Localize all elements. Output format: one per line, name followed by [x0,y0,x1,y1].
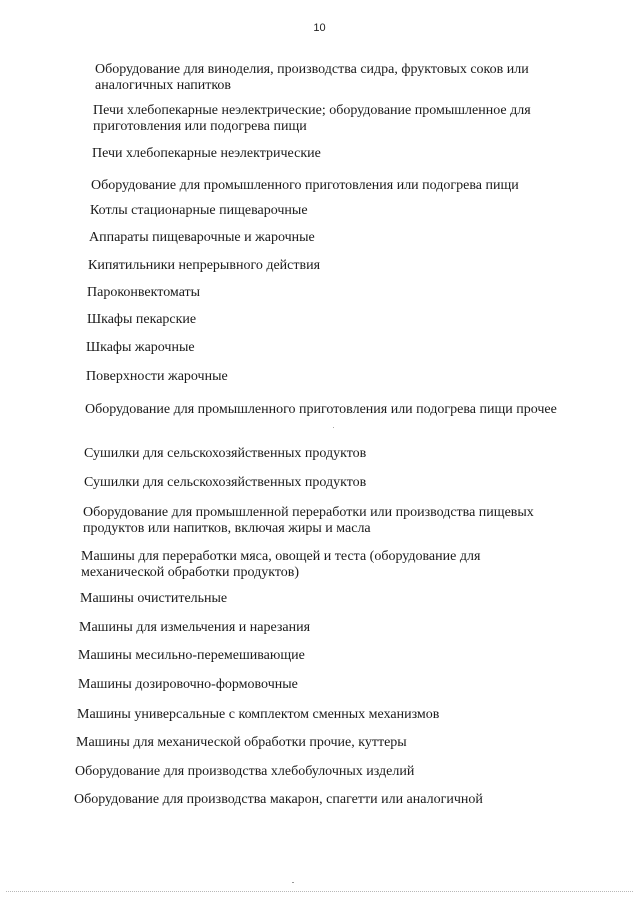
list-item: Оборудование для промышленного приготовления или подогрева пищи прочее [85,402,557,417]
list-item: Шкафы пекарские [87,312,197,327]
list-item: Поверхности жарочные [86,369,228,384]
list-item: Сушилки для сельскохозяйственных продуктов [84,475,367,490]
list-item: Оборудование для промышленного приготовления или подогрева пищи [91,178,519,193]
list-item: Аппараты пищеварочные и жарочные [89,230,315,245]
list-item: Машины месильно-перемешивающие [78,648,305,663]
list-item: Пароконвектоматы [87,285,201,300]
list-item: Шкафы жарочные [86,340,195,355]
list-item: Оборудование для производства макарон, спагетти или аналогичной [74,792,483,807]
list-item: Кипятильники непрерывного действия [88,258,321,273]
list-item: Оборудование для промышленной переработки или производства пищевых продуктов или напитков, включая жиры и масла [83,505,534,536]
scan-speck [292,882,294,883]
page-bottom-edge [6,891,633,892]
list-item: Печи хлебопекарные неэлектрические; оборудование промышленное для приготовления или подогрева пищи [93,103,531,134]
list-item: Оборудование для производства хлебобулочных изделий [75,764,415,779]
list-item: Сушилки для сельскохозяйственных продуктов [84,446,367,461]
list-item: Оборудование для виноделия, производства сидра, фруктовых соков или аналогичных напитков [95,62,529,93]
scan-speck [333,427,334,428]
list-item: Печи хлебопекарные неэлектрические [92,146,321,161]
page-number: 10 [313,22,326,34]
list-item: Машины очистительные [80,591,228,606]
list-item: Машины дозировочно-формовочные [78,677,298,692]
list-item: Машины для механической обработки прочие, куттеры [76,735,407,750]
list-item: Машины для измельчения и нарезания [79,620,311,635]
list-item: Машины универсальные с комплектом сменных механизмов [77,707,440,722]
list-item: Машины для переработки мяса, овощей и теста (оборудование для механической обработки продуктов) [81,549,481,580]
list-item: Котлы стационарные пищеварочные [90,203,308,218]
